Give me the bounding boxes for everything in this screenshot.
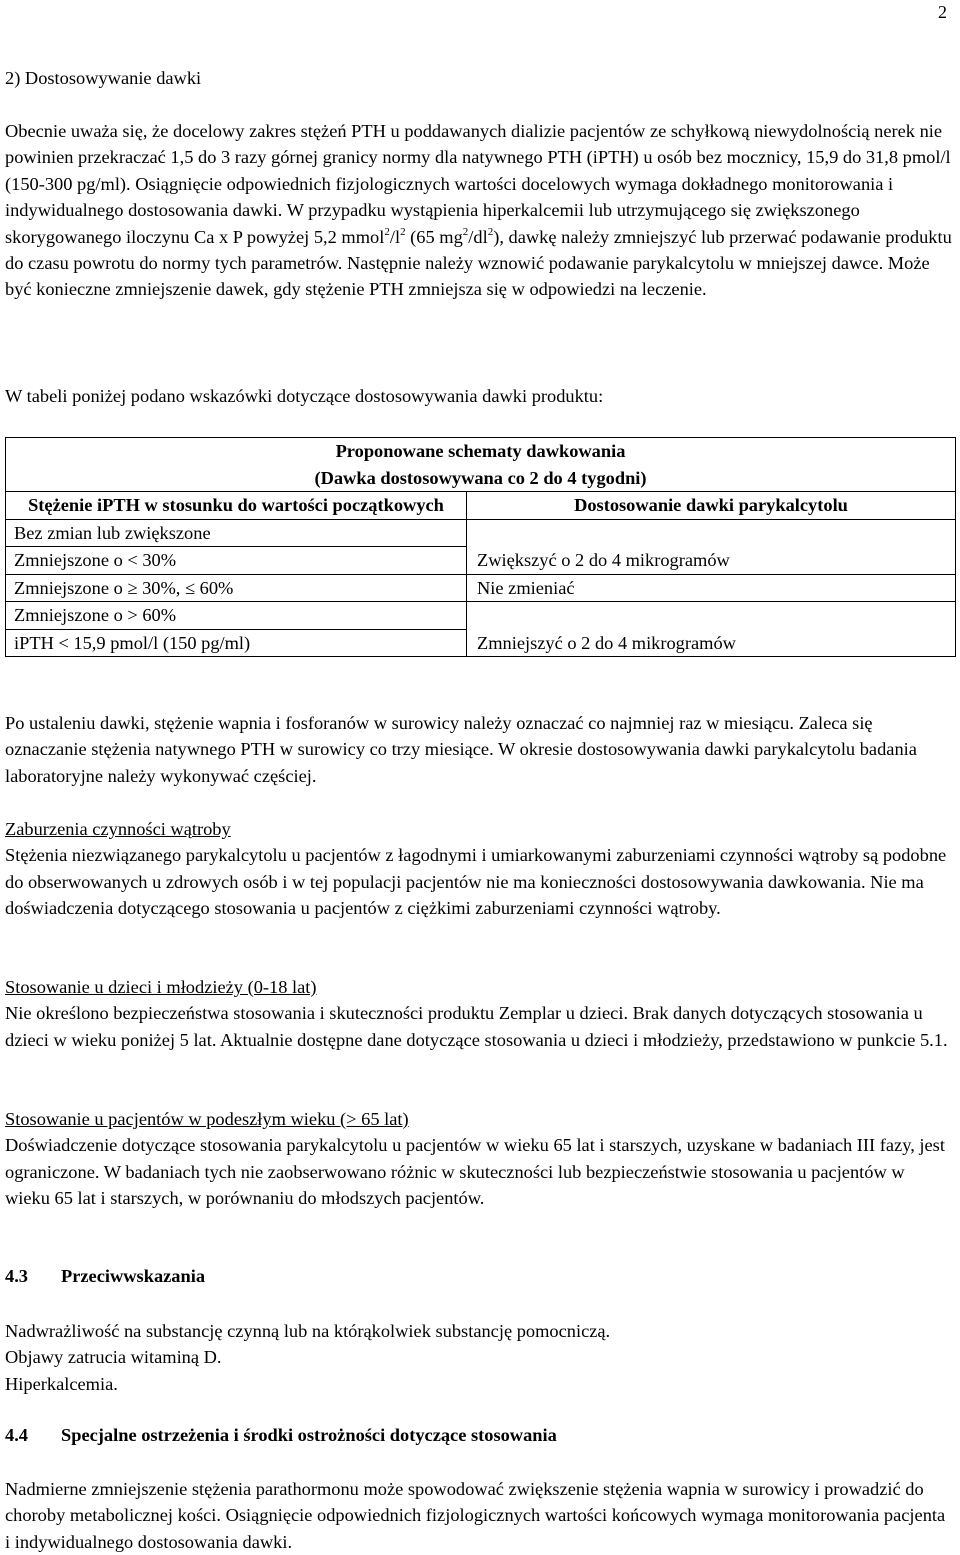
table-row bbox=[6, 602, 956, 630]
row-left: Zmniejszone o > 60% bbox=[6, 602, 467, 630]
contraindication-item: Objawy zatrucia witaminą D. bbox=[5, 1347, 222, 1368]
section-children bbox=[5, 974, 953, 1053]
elderly-text: Doświadczenie dotyczące stosowania parykalcytolu u pacjentów w wieku 65 lat i starszych, uzyskane w badaniach III fazy, jest ograniczone. W badaniach tych nie zaobserwowano różnic w skuteczności lub bezpieczeństwie stosowania u pacjentów w wieku 65 lat i starszych, w porównaniu do młodszych pacjentów. bbox=[5, 1135, 945, 1209]
children-text: Nie określono bezpieczeństwa stosowania i skuteczności produktu Zemplar u dzieci. Brak danych dotyczących stosowania u dzieci w wieku poniżej 5 lat. Aktualnie dostępne dane dotyczące stosowania u dzieci i młodzieży, przedstawiono w punkcie 5.1. bbox=[5, 1003, 948, 1050]
section-title: Przeciwwskazania bbox=[61, 1266, 206, 1286]
table-row bbox=[6, 519, 956, 547]
section-number: 4.4 bbox=[5, 1425, 28, 1445]
section-heading-dose bbox=[5, 65, 953, 91]
para1-text-c: (65 mg bbox=[405, 226, 463, 247]
contraindication-item: Nadwrażliwość na substancję czynną lub na którąkolwiek substancję pomocniczą. bbox=[5, 1321, 611, 1341]
paragraph-warnings bbox=[5, 1476, 953, 1555]
table-intro: W tabeli poniżej podano wskazówki dotyczące dostosowywania dawki produktu: bbox=[5, 386, 604, 406]
row-right: Zmniejszyć o 2 do 4 mikrogramów bbox=[467, 602, 956, 657]
section-heading-4-3 bbox=[5, 1266, 205, 1287]
paragraph-monitoring bbox=[5, 710, 953, 789]
section-liver bbox=[5, 816, 953, 922]
monitoring-text: Po ustaleniu dawki, stężenie wapnia i fosforanów w surowicy należy oznaczać co najmniej raz w miesiącu. Zaleca się oznaczanie stężenia natywnego PTH w surowicy co trzy miesiące. W okresie dostosowywania dawki parykalcytolu badania laboratoryjne należy wykonywać częściej. bbox=[5, 713, 917, 786]
row-right: Zwiększyć o 2 do 4 mikrogramów bbox=[467, 519, 956, 574]
elderly-title: Stosowanie u pacjentów w podeszłym wieku (> 65 lat) bbox=[5, 1109, 409, 1129]
section-elderly bbox=[5, 1106, 953, 1212]
para1-text-b: /l bbox=[389, 226, 401, 247]
column-header-dose: Dostosowanie dawki parykalcytolu bbox=[467, 492, 956, 520]
row-left: iPTH < 15,9 pmol/l (150 pg/ml) bbox=[6, 629, 467, 657]
sup-1: 2 bbox=[384, 225, 390, 238]
section-title: Specjalne ostrzeżenia i środki ostrożności dotyczące stosowania bbox=[61, 1425, 557, 1445]
para1-text-e: ), dawkę należy zmniejszyć lub przerwać podawanie produktu do czasu powrotu do normy tych parametrów. Następnie należy wznowić podawanie parykalcytolu w mniejszej dawce. Może być konieczne zmniejszenie dawek, gdy stężenie PTH zmniejsza się w odpowiedzi na leczenie. bbox=[5, 226, 952, 300]
table-row bbox=[6, 574, 956, 602]
sup-4: 2 bbox=[487, 225, 494, 238]
page-number: 2 bbox=[938, 2, 947, 22]
row-left: Zmniejszone o < 30% bbox=[6, 547, 467, 575]
contraindications-list bbox=[5, 1318, 953, 1397]
row-right: Nie zmieniać bbox=[467, 574, 956, 602]
row-left: Zmniejszone o ≥ 30%, ≤ 60% bbox=[6, 574, 467, 602]
para1-text-d: /dl bbox=[468, 226, 488, 247]
children-title: Stosowanie u dzieci i młodzieży (0-18 lat) bbox=[5, 977, 317, 997]
liver-text: Stężenia niezwiązanego parykalcytolu u pacjentów z łagodnymi i umiarkowanymi zaburzeniami czynności wątroby są podobne do obserwowanych u zdrowych osób i w tej populacji pacjentów nie ma konieczności dostosowywania dawkowania. Nie ma doświadczenia dotyczącego stosowania u pacjentów z ciężkimi zaburzeniami czynności wątroby. bbox=[5, 845, 947, 919]
para1-text-a: Obecnie uważa się, że docelowy zakres stężeń PTH u poddawanych dializie pacjentów ze schyłkową niewydolnością nerek nie powinien przekraczać 1,5 do 3 razy górnej granicy normy dla natywnego PTH (iPTH) u osób bez mocznicy, 15,9 do 31,8 pmol/l (150-300 pg/ml). Osiągnięcie odpowiednich fizjologicznych wartości docelowych wymaga dokładnego monitorowania i indywidualnego dostosowania dawki. W przypadku wystąpienia hiperkalcemii lub utrzymującego się zwiększonego skorygowanego iloczynu Ca x P powyżej 5,2 mmol bbox=[5, 121, 951, 247]
contraindication-item: Hiperkalcemia. bbox=[5, 1373, 118, 1394]
dose-adjustment-table bbox=[5, 437, 956, 657]
column-header-ipth: Stężenie iPTH w stosunku do wartości początkowych bbox=[6, 492, 467, 520]
paragraph-target-range bbox=[5, 118, 953, 303]
table-title bbox=[6, 438, 956, 492]
table-title-line1: Proponowane schematy dawkowania bbox=[335, 441, 626, 461]
table-title-line2: (Dawka dostosowywana co 2 do 4 tygodni) bbox=[314, 467, 647, 488]
sup-2: 2 bbox=[400, 225, 406, 238]
section-heading-4-4 bbox=[5, 1425, 557, 1446]
liver-title: Zaburzenia czynności wątroby bbox=[5, 819, 231, 839]
row-left: Bez zmian lub zwiększone bbox=[6, 519, 467, 547]
section-number: 4.3 bbox=[5, 1266, 28, 1286]
sup-3: 2 bbox=[462, 225, 469, 238]
warnings-text: Nadmierne zmniejszenie stężenia parathormonu może spowodować zwiększenie stężenia wapnia w surowicy i prowadzić do choroby metabolicznej kości. Osiągnięcie odpowiednich fizjologicznych wartości końcowych wymaga monitorowania pacjenta i indywidualnego dostosowania dawki. bbox=[5, 1479, 946, 1552]
paragraph-table-intro bbox=[5, 383, 953, 409]
heading-dose: 2) Dostosowywanie dawki bbox=[5, 68, 202, 88]
